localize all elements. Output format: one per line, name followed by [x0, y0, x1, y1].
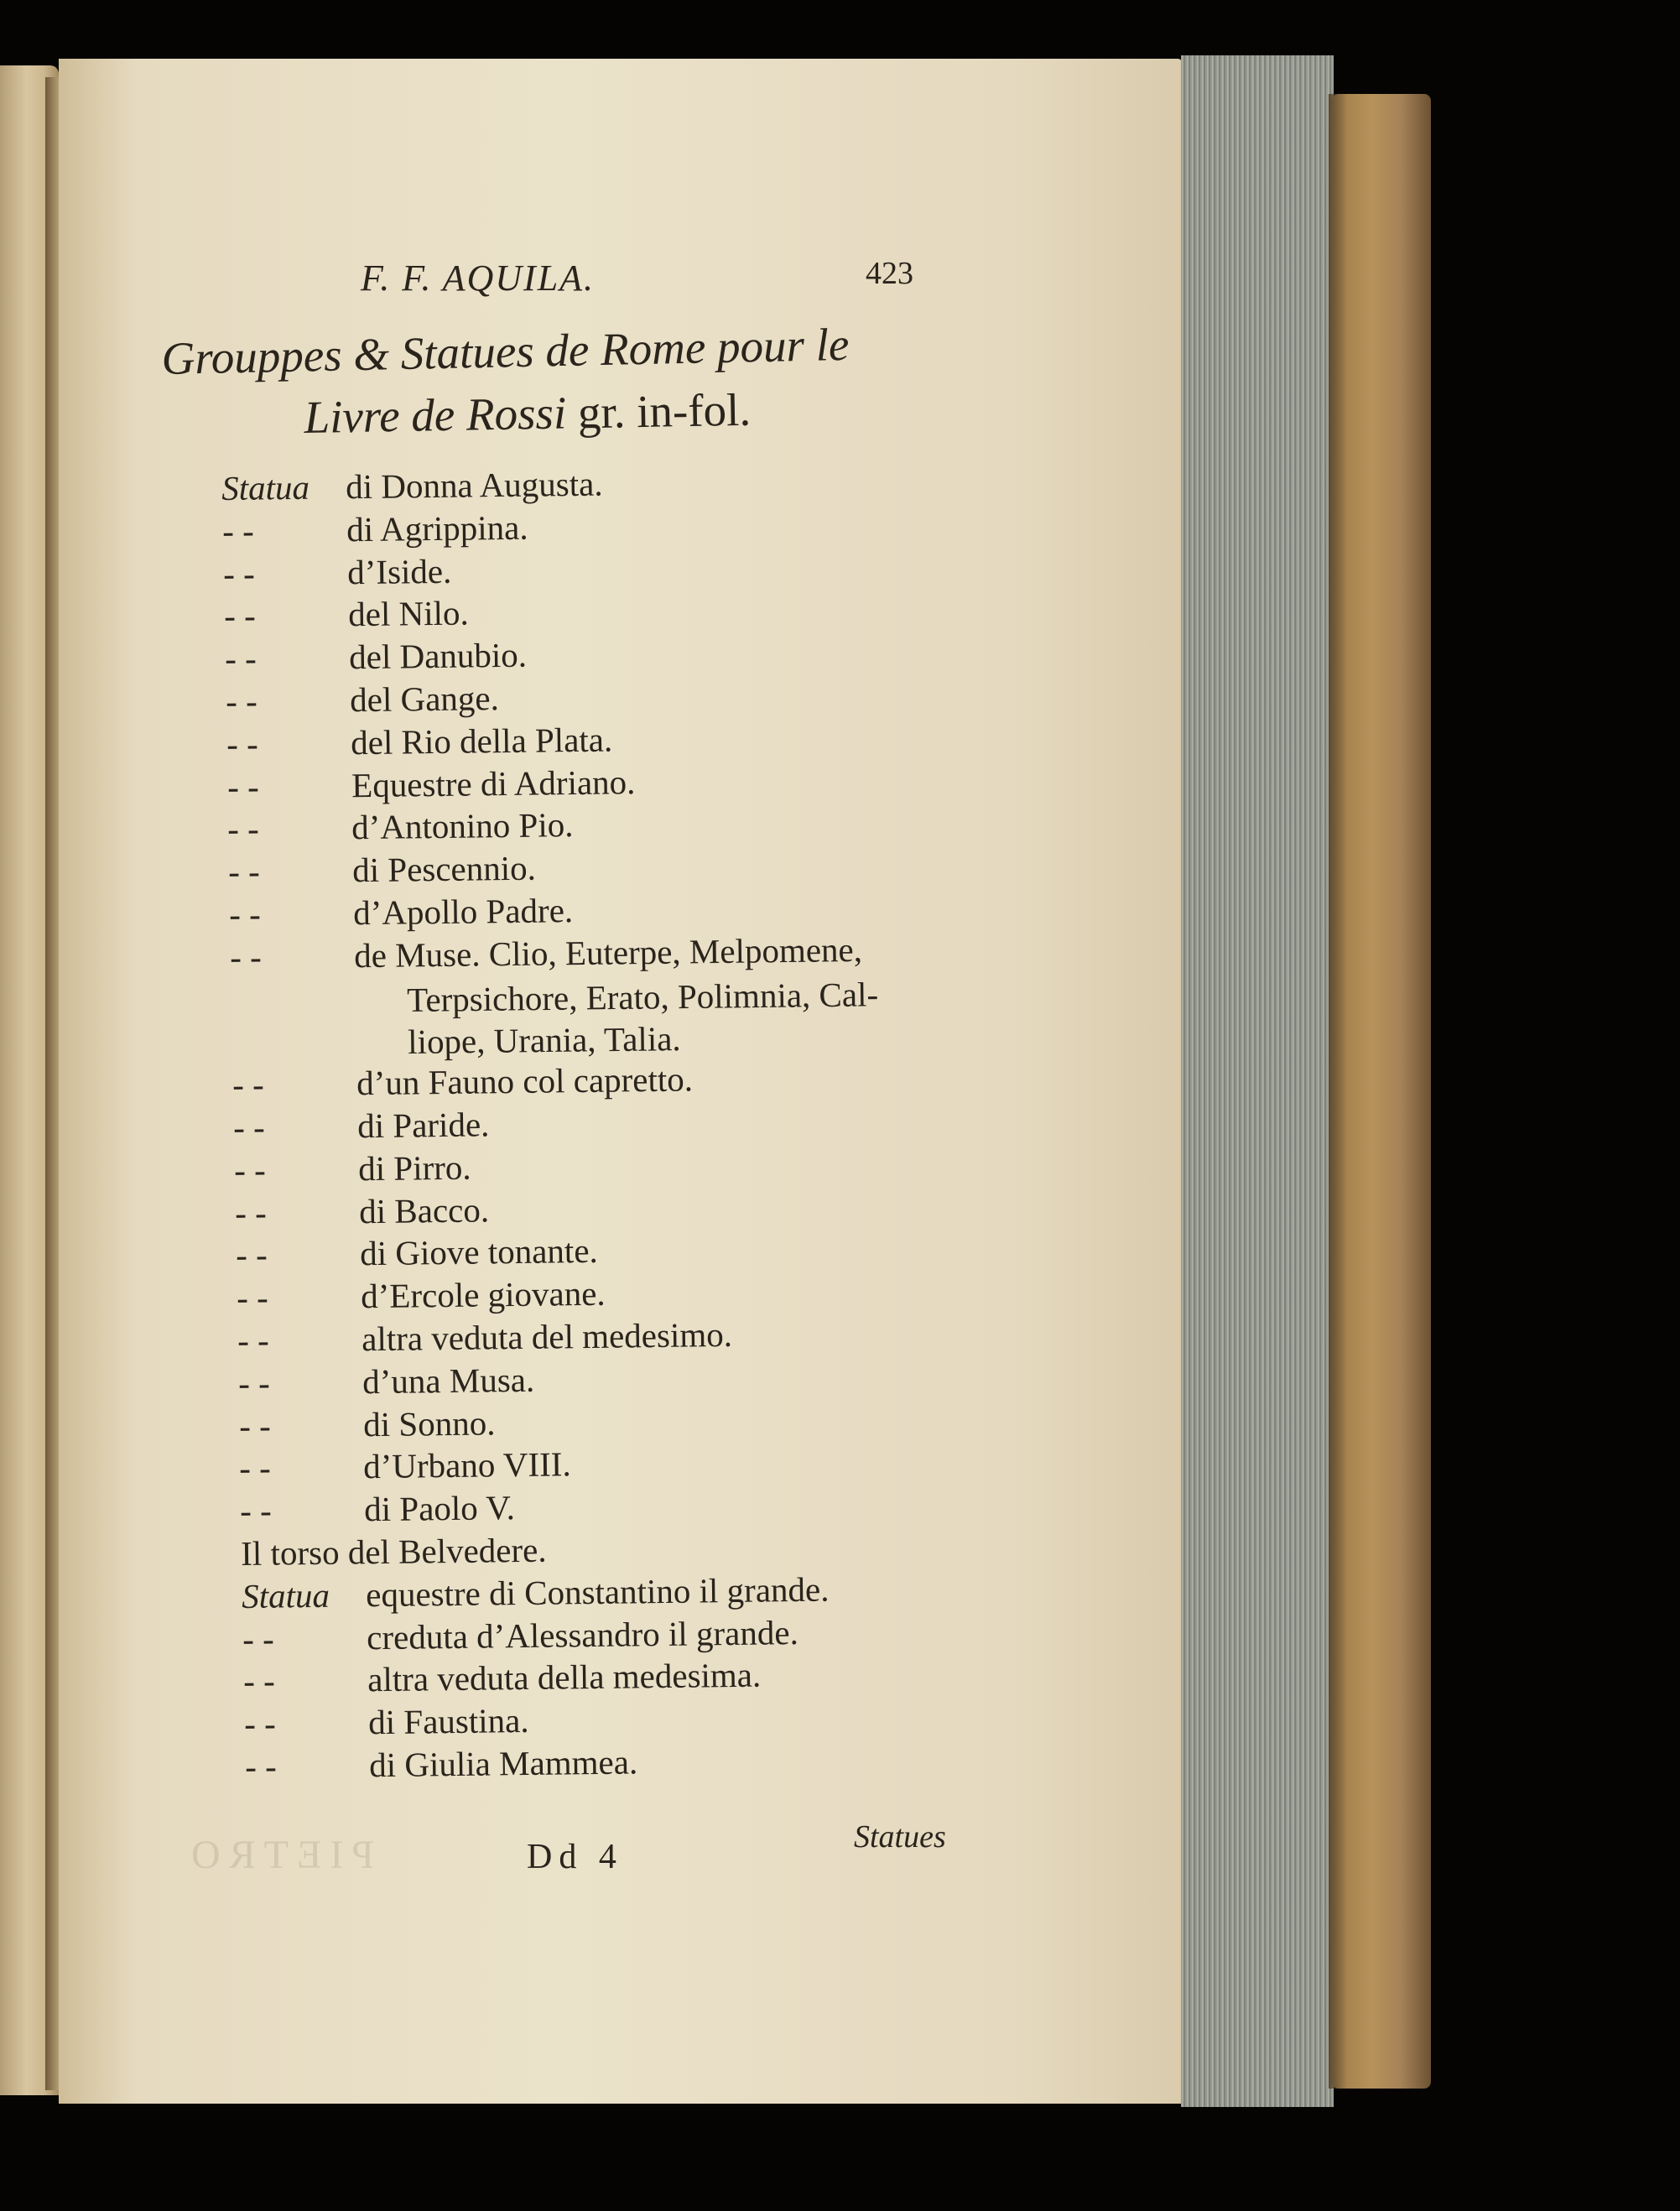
- ditto-mark: - -: [227, 809, 260, 849]
- ditto-mark: - -: [244, 1704, 277, 1744]
- entry-row: [242, 1612, 799, 1658]
- ditto-mark: - -: [242, 1619, 275, 1658]
- entry-row: [226, 762, 636, 806]
- section-title-line-2: [304, 383, 752, 444]
- entry-text: d’una Musa.: [361, 1360, 535, 1402]
- entry-row: [232, 1059, 694, 1105]
- entry-row: [244, 1742, 638, 1786]
- ditto-mark: - -: [232, 1064, 265, 1105]
- entry-row: [230, 929, 863, 976]
- entry-text: di Agrippina.: [346, 507, 528, 549]
- entry-row: [235, 1231, 598, 1275]
- entry-row: [233, 1107, 490, 1145]
- ditto-mark: - -: [226, 724, 258, 763]
- section-title-line-1: Grouppes & Statues de Rome pour le: [161, 318, 850, 384]
- catchword: Statues: [854, 1819, 946, 1855]
- entry-text: di Paolo V.: [364, 1488, 516, 1529]
- ditto-mark: - -: [237, 1363, 270, 1402]
- ditto-mark: - -: [232, 1107, 266, 1147]
- entry-row: [228, 848, 537, 892]
- entry-text: altra veduta della medesima.: [367, 1655, 762, 1699]
- entry-row: [221, 507, 528, 550]
- ditto-mark: - -: [234, 1193, 267, 1232]
- entry-row: [239, 1444, 572, 1488]
- ditto-mark: - -: [240, 1490, 273, 1531]
- ditto-mark: - -: [244, 1746, 278, 1786]
- entry-text: Equestre di Adriano.: [351, 762, 636, 804]
- entry-text: di Sonno.: [362, 1402, 496, 1444]
- entry-text: di Donna Augusta.: [345, 464, 603, 507]
- ditto-mark: - -: [235, 1235, 268, 1275]
- entry-text: d’Iside.: [346, 551, 452, 591]
- page-edges: [1181, 55, 1334, 2107]
- signature-mark: Dd 4: [527, 1838, 623, 1876]
- entry-text: equestre di Constantino il grande.: [366, 1569, 830, 1615]
- entry-row: [227, 805, 575, 849]
- entry-text: di Pirro.: [357, 1147, 471, 1189]
- entry-row: [222, 551, 452, 593]
- entry-row: [408, 1019, 682, 1062]
- entry-row: [243, 1655, 762, 1701]
- entry-row: [237, 1360, 535, 1402]
- entry-text: di Giulia Mammea.: [368, 1742, 638, 1785]
- entry-text: altra veduta del medesimo.: [361, 1314, 732, 1359]
- show-through-text: PIETRO: [183, 1833, 374, 1877]
- entry-row: [240, 1488, 516, 1531]
- entry-text: del Gange.: [349, 679, 499, 720]
- entry-text: creduta d’Alessandro il grande.: [367, 1612, 799, 1657]
- entry-row: [242, 1569, 830, 1615]
- entry-text: de Muse. Clio, Euterpe, Melpomene,: [354, 929, 863, 975]
- entry-row: [236, 1273, 606, 1318]
- entry-text: Il torso del Belvedere.: [241, 1530, 548, 1573]
- ditto-mark: - -: [228, 851, 261, 892]
- ditto-mark: - -: [226, 767, 259, 806]
- ditto-mark: - -: [229, 894, 262, 934]
- entry-text: Terpsichore, Erato, Polimnia, Cal-: [407, 974, 879, 1019]
- ditto-mark: - -: [236, 1277, 268, 1318]
- entry-text: del Nilo.: [347, 593, 469, 634]
- entry-row: [407, 974, 879, 1019]
- entry-text: di Giove tonante.: [359, 1231, 598, 1273]
- ditto-mark: - -: [238, 1406, 271, 1445]
- entry-text: d’Antonino Pio.: [351, 805, 575, 847]
- entry-text: di Faustina.: [368, 1701, 529, 1742]
- entry-row: [223, 593, 469, 636]
- entry-text: liope, Urania, Talia.: [408, 1019, 682, 1062]
- entry-row: [233, 1147, 471, 1189]
- entry-text: d’un Fauno col capretto.: [356, 1059, 694, 1103]
- binding-shadow: [1329, 94, 1347, 2089]
- entry-lead-word: Statua: [242, 1575, 330, 1615]
- entry-row: [226, 681, 499, 719]
- entry-row: [238, 1402, 496, 1445]
- running-title: F. F. AQUILA.: [361, 258, 596, 299]
- entry-row: [244, 1701, 529, 1744]
- entry-row: [237, 1314, 732, 1360]
- ditto-mark: - -: [239, 1448, 272, 1488]
- ditto-mark: - -: [225, 681, 257, 721]
- entry-text: del Rio della Plata.: [350, 720, 613, 762]
- entry-text: di Paride.: [356, 1105, 490, 1146]
- entry-row: [224, 635, 528, 679]
- section-title-format: gr. in-fol.: [565, 383, 752, 439]
- entry-row: [229, 893, 573, 932]
- entry-text: d’Urbano VIII.: [363, 1444, 572, 1486]
- entry-text: di Bacco.: [358, 1189, 490, 1230]
- ditto-mark: - -: [237, 1320, 269, 1360]
- entry-text: del Danubio.: [348, 635, 528, 677]
- entry-row: [221, 464, 603, 507]
- section-title-italic: Livre de Rossi: [304, 387, 567, 443]
- entry-text: d’Apollo Padre.: [353, 891, 574, 933]
- entry-row: [241, 1530, 548, 1573]
- ditto-mark: - -: [221, 511, 254, 550]
- ditto-mark: - -: [230, 937, 263, 976]
- entry-text: d’Ercole giovane.: [360, 1273, 606, 1316]
- ditto-mark: - -: [222, 554, 255, 593]
- ditto-mark: - -: [233, 1150, 266, 1189]
- ditto-mark: - -: [224, 638, 257, 679]
- ditto-mark: - -: [243, 1661, 276, 1701]
- entry-text: di Pescennio.: [352, 848, 537, 890]
- page-number: 423: [866, 256, 913, 291]
- entry-lead-word: Statua: [221, 467, 310, 507]
- entry-row: [226, 722, 612, 762]
- ditto-mark: - -: [223, 596, 256, 636]
- entry-row: [234, 1189, 490, 1232]
